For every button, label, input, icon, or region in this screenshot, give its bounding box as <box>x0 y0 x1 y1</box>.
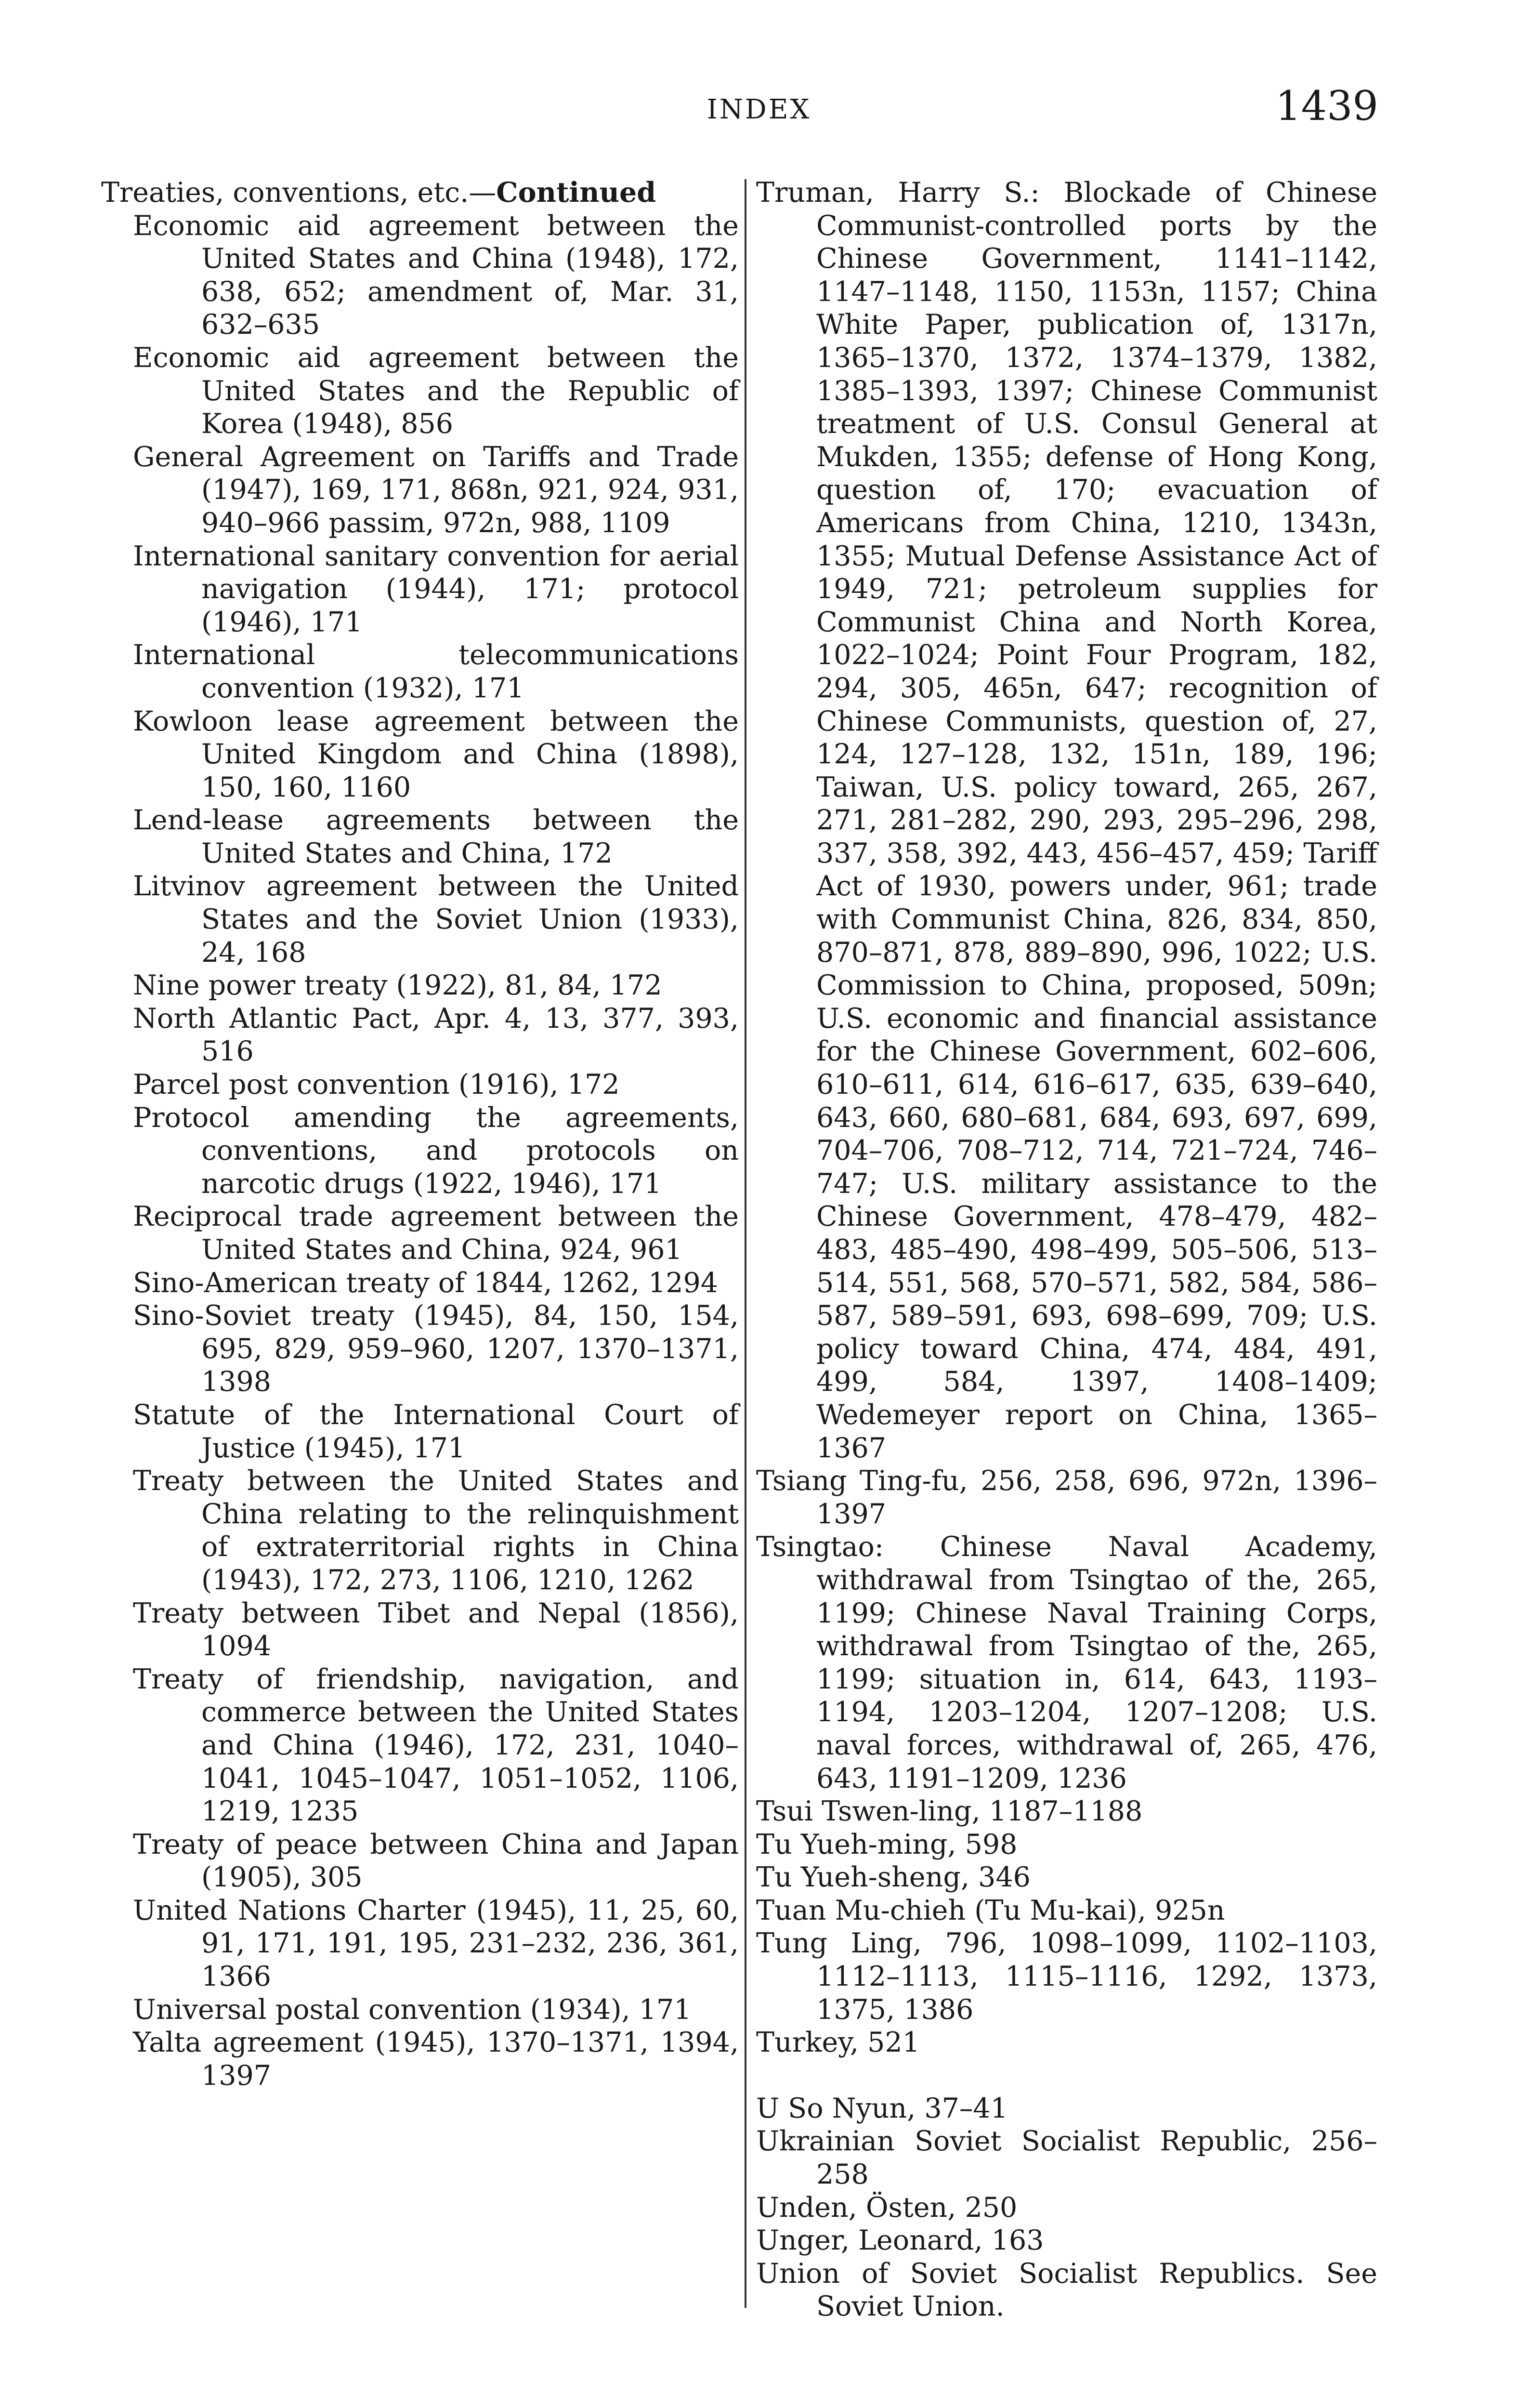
index-subentry: Sino-Soviet treaty (1945), 84, 150, 154, 695, 829, 959–960, 1207, 1370–1371, 1398 <box>133 1300 739 1398</box>
index-subentry: United Nations Charter (1945), 11, 25, 60, 91, 171, 191, 195, 231–232, 236, 361, 1366 <box>133 1894 739 1993</box>
index-entry: Unden, Östen, 250 <box>756 2191 1018 2224</box>
index-subentry: Treaty between the United States and China relating to the relinquishment of extraterritorial rights in China (1943), 172, 273, 1106, 1210, 1262 <box>133 1465 739 1596</box>
index-entry: Truman, Harry S.: Blockade of Chinese Communist-controlled ports by the Chinese Government, 1141–1142, 1147–1148, 1150, 1153n, 1157; China White Paper, publication of, 1317n, 1365–1370, 1372, 1374–1379, 1382, 1385–1393, 1397; Chinese Communist treatment of U.S. Consul General at Mukden, 1355; defense of Hong Kong, question of, 170; evacuation of Americans from China, 1210, 1343n, 1355; Mutual Defense Assistance Act of 1949, 721; petroleum supplies for Communist China and North Korea, 1022–1024; Point Four Program, 182, 294, 305, 465n, 647; recognition of Chinese Communists, question of, 27, 124, 127–128, 132, 151n, 189, 196; Taiwan, U.S. policy toward, 265, 267, 271, 281–282, 290, 293, 295–296, 298, 337, 358, 392, 443, 456–457, 459; Tariff Act of 1930, powers under, 961; trade with Communist China, 826, 834, 850, 870–871, 878, 889–890, 996, 1022; U.S. Commission to China, proposed, 509n; U.S. economic and financial assistance for the Chinese Government, 602–606, 610–611, 614, 616–617, 635, 639–640, 643, 660, 680–681, 684, 693, 697, 699, 704–706, 708–712, 714, 721–724, 746–747; U.S. military assistance to the Chinese Government, 478–479, 482–483, 485–490, 498–499, 505–506, 513–514, 551, 568, 570–571, 582, 584, 586–587, 589–591, 693, 698–699, 709; U.S. policy toward China, 474, 484, 491, 499, 584, 1397, 1408–1409; Wedemeyer report on China, 1365–1367 <box>756 177 1377 1464</box>
index-entry: Tung Ling, 796, 1098–1099, 1102–1103, 1112–1113, 1115–1116, 1292, 1373, 1375, 1386 <box>756 1927 1377 2026</box>
section-heading <box>101 176 739 209</box>
index-entry: Tu Yueh-ming, 598 <box>756 1828 1018 1860</box>
index-subentry: Litvinov agreement between the United States and the Soviet Union (1933), 24, 168 <box>133 870 739 968</box>
index-subentry: Protocol amending the agreements, conventions, and protocols on narcotic drugs (1922, 1946), 171 <box>133 1101 739 1200</box>
index-subentry: Lend-lease agreements between the United States and China, 172 <box>133 804 739 869</box>
heading-text: Treaties, conventions, etc.— <box>101 177 497 209</box>
index-subentry: Treaty of friendship, navigation, and commerce between the United States and China (1946), 172, 231, 1040–1041, 1045–1047, 1051–1052, 1106, 1219, 1235 <box>133 1663 739 1828</box>
index-entry: Ukrainian Soviet Socialist Republic, 256–258 <box>756 2125 1377 2191</box>
heading-continued: Continued <box>496 176 656 209</box>
index-subentry: Treaty of peace between China and Japan (1905), 305 <box>133 1828 739 1894</box>
index-entry: Turkey, 521 <box>756 2027 920 2059</box>
index-subentry: Reciprocal trade agreement between the United States and China, 924, 961 <box>133 1201 739 1266</box>
index-entry: Tuan Mu-chieh (Tu Mu-kai), 925n <box>756 1894 1225 1926</box>
index-subentry: North Atlantic Pact, Apr. 4, 13, 377, 393, 516 <box>133 1002 739 1068</box>
index-entry: Tsui Tswen-ling, 1187–1188 <box>756 1795 1143 1828</box>
running-head: INDEX <box>707 94 811 125</box>
index-entry: Tsingtao: Chinese Naval Academy, withdrawal from Tsingtao of the, 265, 1199; Chinese Naval Training Corps, withdrawal from Tsingtao of the, 265, 1199; situation in, 614, 643, 1193–1194, 1203–1204, 1207–1208; U.S. naval forces, withdrawal of, 265, 476, 643, 1191–1209, 1236 <box>756 1531 1377 1794</box>
index-subentry: International telecommunications convention (1932), 171 <box>133 639 739 704</box>
left-column <box>101 176 739 2092</box>
index-subentry: General Agreement on Tariffs and Trade (1947), 169, 171, 868n, 921, 924, 931, 940–966 passim, 972n, 988, 1109 <box>133 441 739 539</box>
index-entry: Tu Yueh-sheng, 346 <box>756 1861 1031 1894</box>
index-entry: Tsiang Ting-fu, 256, 258, 696, 972n, 1396–1397 <box>756 1465 1377 1530</box>
index-subentry: International sanitary convention for aerial navigation (1944), 171; protocol (1946), 171 <box>133 540 739 638</box>
page-number: 1439 <box>1275 82 1378 130</box>
index-entry: U So Nyun, 37–41 <box>756 2092 1008 2124</box>
index-subentry: Universal postal convention (1934), 171 <box>133 1993 692 2026</box>
index-subentry: Parcel post convention (1916), 172 <box>133 1069 620 1101</box>
index-subentry: Economic aid agreement between the United States and the Republic of Korea (1948), 856 <box>133 341 739 440</box>
index-subentry: Statute of the International Court of Justice (1945), 171 <box>133 1399 739 1464</box>
index-subentry: Nine power treaty (1922), 81, 84, 172 <box>133 969 662 1002</box>
index-subentry: Yalta agreement (1945), 1370–1371, 1394, 1397 <box>133 2027 739 2092</box>
index-entry: Union of Soviet Socialist Republics. See Soviet Union. <box>756 2257 1377 2323</box>
column-divider <box>745 179 746 2308</box>
index-subentry: Kowloon lease agreement between the United Kingdom and China (1898), 150, 160, 1160 <box>133 705 739 803</box>
index-subentry: Economic aid agreement between the United States and China (1948), 172, 638, 652; amendment of, Mar. 31, 632–635 <box>133 209 739 341</box>
index-entry: Unger, Leonard, 163 <box>756 2225 1044 2257</box>
index-subentry: Treaty between Tibet and Nepal (1856), 1094 <box>133 1597 739 1662</box>
index-subentry: Sino-American treaty of 1844, 1262, 1294 <box>133 1267 719 1299</box>
right-column <box>756 176 1377 2323</box>
letter-gap <box>756 2059 1377 2092</box>
